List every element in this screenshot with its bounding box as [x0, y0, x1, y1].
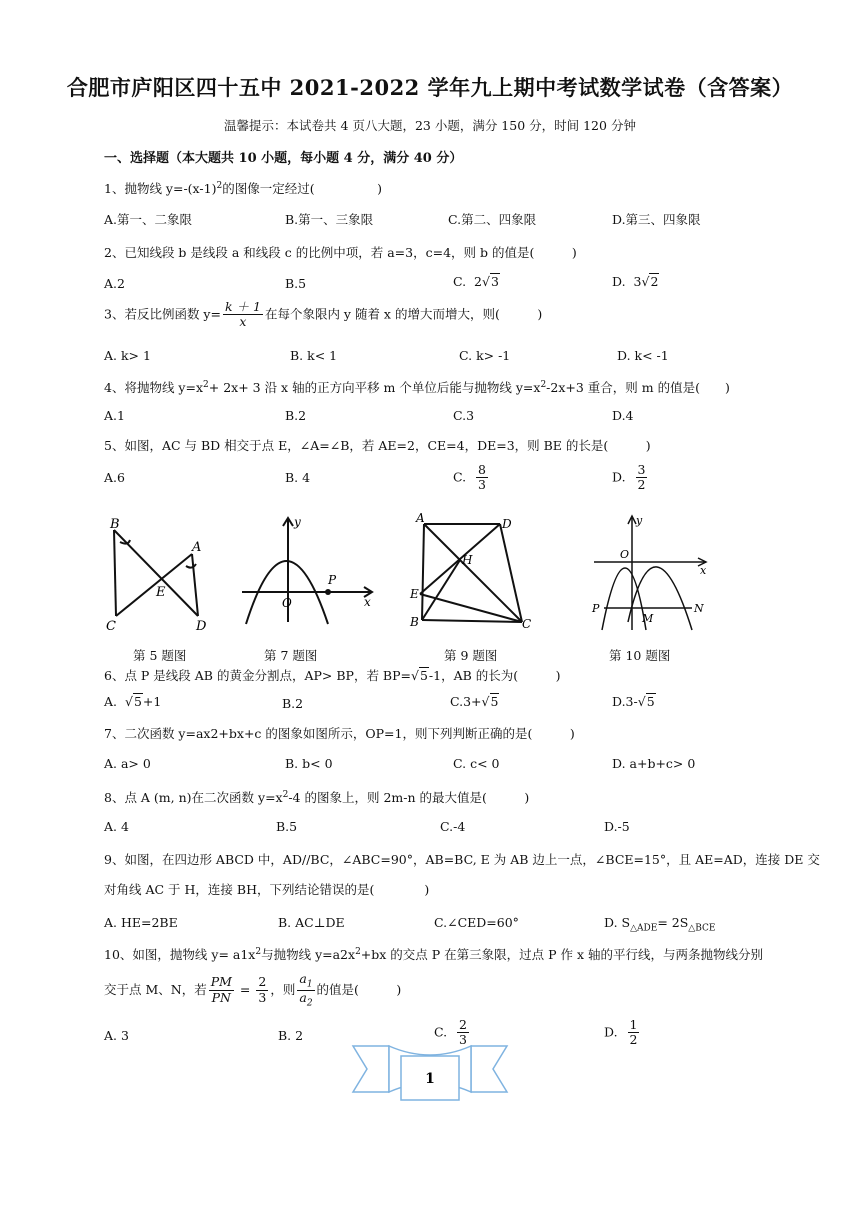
- question-3: 3、若反比例函数 y= $\frac{k + 1}{x}$ 在每个象限内 y 随着 x 的增大而增大，则( ): [104, 299, 543, 330]
- question-2: 2、已知线段 b 是线段 a 和线段 c 的比例中项，若 a=3，c=4，则 b 的值是( ): [104, 245, 577, 260]
- fig7-label-o: O: [282, 596, 292, 610]
- section-heading: 一、选择题（本大题共 10 小题，每小题 4 分，满分 40 分）: [104, 151, 463, 166]
- q1-option-c[interactable]: C.第二、四象限: [448, 212, 537, 227]
- q6-option-c[interactable]: C.3+√5: [450, 694, 499, 709]
- q7-option-c[interactable]: C. c< 0: [453, 756, 500, 771]
- fig9-label-c: C: [522, 617, 532, 631]
- q5-option-c[interactable]: C. $\frac{8}{3}$: [453, 462, 486, 493]
- q8-option-d[interactable]: D.-5: [604, 819, 630, 834]
- q2-option-a[interactable]: A.2: [104, 276, 125, 291]
- q2-option-c[interactable]: C. 2√3: [453, 274, 499, 289]
- fig9-label-e: E: [410, 587, 419, 601]
- figure-5: [100, 512, 220, 632]
- q9-option-c[interactable]: C.∠CED=60°: [434, 915, 519, 930]
- q1-option-d[interactable]: D.第三、四象限: [612, 212, 701, 227]
- q8-option-c[interactable]: C.-4: [440, 819, 466, 834]
- fig5-label-a: A: [192, 540, 202, 555]
- q2-option-b[interactable]: B.5: [285, 276, 307, 291]
- q10-option-c[interactable]: C. $\frac{2}{3}$: [434, 1017, 467, 1048]
- q10-option-b[interactable]: B. 2: [278, 1028, 304, 1043]
- fig5-label-c: C: [106, 619, 116, 632]
- q10-option-a[interactable]: A. 3: [104, 1028, 129, 1043]
- caption-fig10: 第 10 题图: [609, 648, 671, 663]
- question-9-line-1: 9、如图，在四边形 ABCD 中，AD//BC，∠ABC=90°，AB=BC, E 为 AB 边上一点，∠BCE=15°，且 AE=AD，连接 DE 交: [104, 852, 820, 867]
- page-title: 合肥市庐阳区四十五中 2021-2022 学年九上期中考试数学试卷（含答案）: [66, 75, 794, 100]
- caption-fig9: 第 9 题图: [444, 648, 498, 663]
- fig7-point-p: [325, 589, 331, 595]
- question-10-line-2: 交于点 M、N，若 $\frac{PM}{PN}$ = $\frac{2}{3}$ ，则 $\frac{a_1}{a_2}$ 的值是( ): [104, 971, 402, 1009]
- q3-option-b[interactable]: B. k< 1: [290, 348, 338, 363]
- question-5: 5、如图，AC 与 BD 相交于点 E，∠A=∠B，若 AE=2，CE=4，DE=3，则 BE 的长是( ): [104, 438, 651, 453]
- page-number: 1: [425, 1071, 435, 1087]
- q10-option-d[interactable]: D. $\frac{1}{2}$: [604, 1017, 638, 1048]
- q3-option-c[interactable]: C. k> -1: [459, 348, 511, 363]
- q6-option-d[interactable]: D.3-√5: [612, 694, 655, 709]
- q9-option-d[interactable]: D. $S_{\triangle ADE}= 2S_{\triangle BCE}$: [604, 915, 716, 934]
- q7-option-b[interactable]: B. b< 0: [285, 756, 333, 771]
- q4-option-c[interactable]: C.3: [453, 408, 475, 423]
- fig9-label-d: D: [502, 517, 512, 531]
- question-1: 1、抛物线 $y=-(x-1)^2$的图像一定经过( ): [104, 180, 382, 196]
- q7-option-d[interactable]: D. a+b+c> 0: [612, 756, 696, 771]
- fig10-label-m: M: [642, 612, 654, 625]
- q8-option-a[interactable]: A. 4: [104, 819, 129, 834]
- question-6: 6、点 P 是线段 AB 的黄金分割点，AP> BP，若 BP=√5-1，AB 的长为( ): [104, 668, 561, 683]
- q4-option-a[interactable]: A.1: [104, 408, 125, 423]
- fig7-label-x: x: [364, 595, 371, 609]
- q2-option-d[interactable]: D. 3√2: [612, 274, 659, 289]
- q8-option-b[interactable]: B.5: [276, 819, 298, 834]
- fig10-label-x: x: [700, 564, 707, 577]
- q1-option-b[interactable]: B.第一、三象限: [285, 212, 374, 227]
- fig10-label-o: O: [620, 548, 630, 561]
- figure-10: [588, 512, 712, 632]
- fig10-label-n: N: [694, 602, 704, 615]
- q5-option-a[interactable]: A.6: [104, 470, 125, 485]
- fig9-label-h: H: [462, 553, 473, 567]
- fig9-label-a: A: [416, 511, 425, 525]
- q6-option-b[interactable]: B.2: [282, 696, 304, 711]
- fig5-label-d: D: [196, 619, 207, 632]
- caption-fig5: 第 5 题图: [133, 648, 187, 663]
- q3-option-a[interactable]: A. k> 1: [104, 348, 151, 363]
- question-9-line-2: 对角线 AC 于 H，连接 BH，下列结论错误的是( ): [104, 882, 430, 897]
- q6-option-a[interactable]: A. √5+1: [104, 694, 162, 709]
- question-7: 7、二次函数 y=ax2+bx+c 的图象如图所示，OP=1，则下列判断正确的是( ): [104, 726, 575, 741]
- fig7-label-y: y: [294, 515, 301, 529]
- fig5-label-e: E: [156, 585, 166, 600]
- fig10-label-y: y: [636, 514, 643, 527]
- q7-option-a[interactable]: A. a> 0: [104, 756, 151, 771]
- q5-option-b[interactable]: B. 4: [285, 470, 311, 485]
- question-10-line-1: 10、如图，抛物线 $y= a1x^2$与抛物线 $y=a2x^2+bx$ 的交点 P 在第三象限，过点 P 作 x 轴的平行线，与两条抛物线分别: [104, 946, 764, 962]
- figure-7: [236, 512, 386, 632]
- q4-option-d[interactable]: D.4: [612, 408, 634, 423]
- fig7-label-p: P: [328, 573, 337, 587]
- figure-9: [404, 510, 540, 632]
- fig9-label-b: B: [410, 615, 419, 629]
- q1-option-a[interactable]: A.第一、二象限: [104, 212, 193, 227]
- question-8: 8、点 A (m, n)在二次函数 $y=x^2-4$ 的图象上，则 2m-n 的最大值是( ): [104, 789, 530, 805]
- q4-option-b[interactable]: B.2: [285, 408, 307, 423]
- caption-fig7: 第 7 题图: [264, 648, 318, 663]
- fig5-label-b: B: [110, 517, 120, 532]
- page-number-ribbon: [345, 1040, 515, 1106]
- q3-option-d[interactable]: D. k< -1: [617, 348, 669, 363]
- q5-option-d[interactable]: D. $\frac{3}{2}$: [612, 462, 646, 493]
- q9-option-a[interactable]: A. HE=2BE: [104, 915, 178, 930]
- question-4: 4、将抛物线 $y=x^2+ 2x+ 3$ 沿 x 轴的正方向平移 m 个单位后能与抛物线 $y=x^2-2x+3$ 重合，则 m 的值是( ): [104, 379, 730, 395]
- exam-tip: 温馨提示：本试卷共 4 页八大题，23 小题，满分 150 分，时间 120 分钟: [224, 118, 636, 133]
- q9-option-b[interactable]: B. AC⊥DE: [278, 915, 345, 930]
- fig10-label-p: P: [592, 602, 600, 615]
